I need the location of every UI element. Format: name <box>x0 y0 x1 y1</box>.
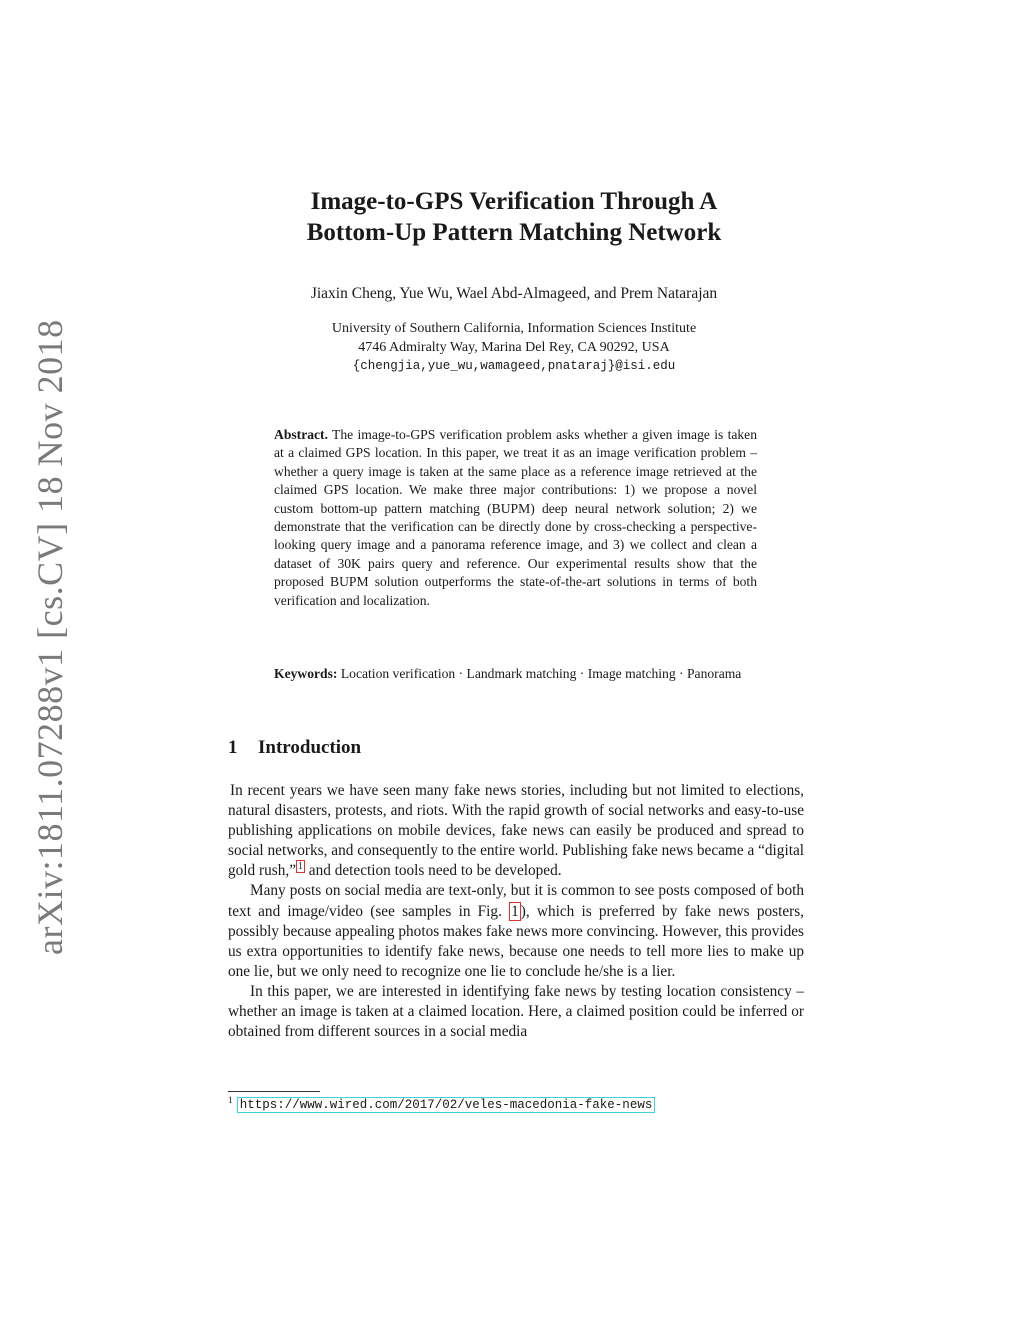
footnote-1-link[interactable]: 1 <box>297 861 303 873</box>
figure-1-link[interactable]: 1 <box>511 902 519 920</box>
paragraph-1-text-a: In recent years we have seen many fake news stories, including but not limited to elections, natural disasters, protests, and riots. With the rapid growth of social networks and easy-to-use publishing applications on mobile devices, fake news can easily be produced and spread to social networks, and consequently to the entire world. Publishing fake news became a “digital gold rush,” <box>228 782 804 880</box>
paragraph-3: In this paper, we are interested in identifying fake news by testing location consistency – whether an image is taken at a claimed location. Here, a claimed position could be inferred or obtained from different sources in a social media <box>228 982 804 1041</box>
abstract <box>274 426 757 610</box>
paragraph-2 <box>228 881 804 981</box>
paragraph-1 <box>228 781 804 881</box>
paragraph-2-text-a: Many posts on social media are text-only, but it is common to see posts composed of both text and image/video (see samples in Fig. <box>228 882 804 920</box>
paper-title <box>222 186 806 248</box>
section-title: Introduction <box>258 737 362 758</box>
title-line-2: Bottom-Up Pattern Matching Network <box>306 219 722 246</box>
keywords-label: Keywords: <box>274 666 338 681</box>
footnote-url-link[interactable]: https://www.wired.com/2017/02/veles-macedonia-fake-news <box>237 1097 656 1113</box>
footnote-1 <box>228 1095 655 1114</box>
footnote-divider <box>228 1091 320 1092</box>
affiliation-institution: University of Southern California, Information Sciences Institute <box>331 321 697 336</box>
keywords-text: Location verification · Landmark matching · Image matching · Panorama <box>340 666 742 681</box>
introduction-body <box>228 781 804 1042</box>
paragraph-1-text-b: and detection tools need to be developed. <box>304 862 562 880</box>
abstract-text: The image-to-GPS verification problem asks whether a given image is taken at a claimed GPS location. In this paper, we treat it as an image verification problem – whether a query image is taken at the same place as a reference image retrieved at the claimed GPS location. We make three major contributions: 1) we propose a novel custom bottom-up pattern matching (BUPM) deep neural network solution; 2) we demonstrate that the verification can be directly done by cross-checking a perspective-looking query image and a panorama reference image, and 3) we collect and clean a dataset of 30K pairs query and reference. Our experimental results show that the proposed BUPM solution outperforms the state-of-the-art solutions in terms of both verification and localization. <box>274 427 758 608</box>
abstract-label: Abstract. <box>274 427 328 442</box>
arxiv-identifier-stamp: arXiv:1811.07288v1 [cs.CV] 18 Nov 2018 <box>30 319 70 955</box>
section-heading <box>228 736 361 760</box>
keywords <box>274 665 757 683</box>
affiliation-address: 4746 Admiralty Way, Marina Del Rey, CA 90292, USA <box>358 339 670 355</box>
title-line-1: Image-to-GPS Verification Through A <box>310 188 718 215</box>
author-emails[interactable]: {chengjia,yue_wu,wamageed,pnataraj}@isi.edu <box>352 359 676 373</box>
author-list: Jiaxin Cheng, Yue Wu, Wael Abd-Almageed, and Prem Natarajan <box>310 285 718 302</box>
section-number: 1 <box>228 737 238 758</box>
affiliation-block <box>222 320 806 376</box>
paragraph-2-text-b: ), which is preferred by fake news posters, possibly because appealing photos makes fake news more convincing. However, this provides us extra opportunities to identify fake news, because one needs to tell more lies to make up one lie, but we only need to recognize one lie to conclude he/she is a lier. <box>228 902 804 980</box>
footnote-mark: 1 <box>228 1095 233 1106</box>
